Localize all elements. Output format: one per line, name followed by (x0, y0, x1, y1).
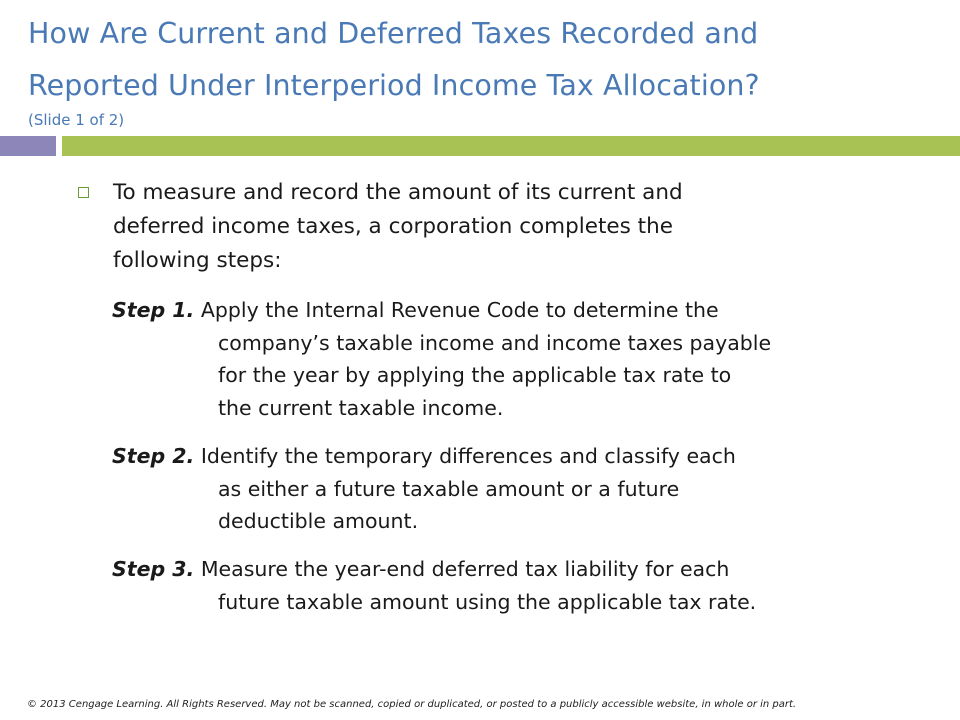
copyright-footer: © 2013 Cengage Learning. All Rights Reserved. May not be scanned, copied or duplicated, or posted to a publicly accessible website, in whole or in part. (27, 699, 797, 710)
step-1-line-3: for the year by applying the applicable tax rate to (218, 363, 732, 387)
step-3-line-2: future taxable amount using the applicable tax rate. (218, 589, 757, 614)
step-1-line-1: Apply the Internal Revenue Code to determine the (194, 298, 719, 322)
bullet-line-1: To measure and record the amount of its current and (113, 180, 683, 205)
step-3-label: Step 3. (112, 557, 195, 581)
bullet-item (78, 176, 938, 278)
step-1-label: Step 1. (112, 298, 195, 322)
step-1-line-2: company’s taxable income and income taxes payable (218, 330, 772, 355)
slide-title-line-1: How Are Current and Deferred Taxes Recorded and (28, 17, 759, 50)
step-2 (112, 440, 912, 538)
step-2-label: Step 2. (112, 444, 195, 468)
bullet-line-2: deferred income taxes, a corporation completes the (113, 214, 673, 239)
slide-subtitle: (Slide 1 of 2) (28, 111, 125, 129)
bullet-line-3: following steps: (113, 248, 282, 273)
step-2-line-1: Identify the temporary differences and classify each (194, 444, 736, 468)
step-3-line-1: Measure the year-end deferred tax liability for each (194, 557, 730, 581)
bullet-text (113, 176, 913, 278)
step-3 (112, 553, 912, 618)
step-1-line-4: the current taxable income. (218, 395, 504, 420)
step-1 (112, 294, 912, 424)
slide-title-line-2: Reported Under Interperiod Income Tax Allocation? (28, 69, 760, 102)
square-bullet-icon (78, 187, 89, 198)
step-2-line-2: as either a future taxable amount or a future (218, 476, 680, 501)
step-2-line-3: deductible amount. (218, 509, 419, 533)
